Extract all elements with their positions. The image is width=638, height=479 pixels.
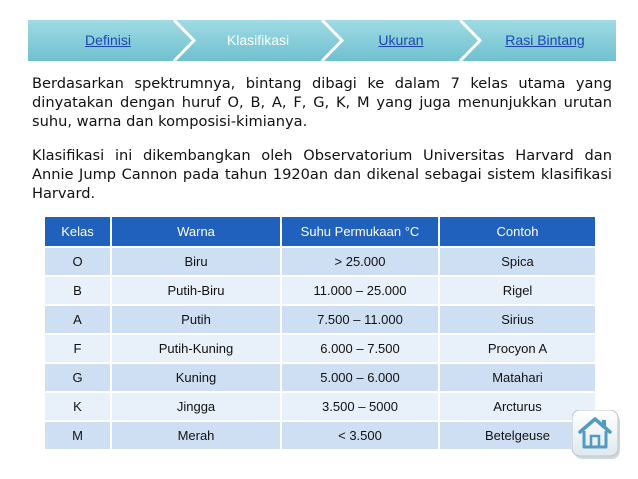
cell-kelas: F xyxy=(45,334,111,363)
nav-item-rasi-bintang[interactable]: Rasi Bintang xyxy=(505,32,585,48)
cell-kelas: M xyxy=(45,421,111,450)
table-row xyxy=(45,421,595,450)
cell-warna: Putih-Biru xyxy=(111,276,281,305)
cell-contoh: Sirius xyxy=(439,305,595,334)
cell-kelas: A xyxy=(45,305,111,334)
table-row xyxy=(45,392,595,421)
cell-kelas: G xyxy=(45,363,111,392)
cell-suhu: > 25.000 xyxy=(281,247,439,276)
cell-contoh: Matahari xyxy=(439,363,595,392)
table-header-row xyxy=(45,217,595,247)
chevron-nav xyxy=(28,20,616,61)
paragraph-harvard: Klasifikasi ini dikembangkan oleh Observatorium Universitas Harvard dan Annie Jump Cannon pada tahun 1920an dan dikenal sebagai sistem klasifikasi Harvard. xyxy=(32,147,612,202)
cell-kelas: B xyxy=(45,276,111,305)
cell-kelas: O xyxy=(45,247,111,276)
header-contoh: Contoh xyxy=(439,217,595,247)
cell-contoh: Rigel xyxy=(439,276,595,305)
table-row xyxy=(45,276,595,305)
header-suhu: Suhu Permukaan °C xyxy=(281,217,439,247)
cell-kelas: K xyxy=(45,392,111,421)
table-row xyxy=(45,247,595,276)
cell-warna: Jingga xyxy=(111,392,281,421)
paragraph-spectrum: Berdasarkan spektrumnya, bintang dibagi ke dalam 7 kelas utama yang dinyatakan dengan huruf O, B, A, F, G, K, M yang juga menunjukkan urutan suhu, warna dan komposisi-kimianya. xyxy=(32,75,612,130)
cell-warna: Merah xyxy=(111,421,281,450)
cell-contoh: Arcturus xyxy=(439,392,595,421)
home-button[interactable] xyxy=(572,410,622,462)
table-row xyxy=(45,334,595,363)
cell-warna: Putih xyxy=(111,305,281,334)
nav-item-klasifikasi[interactable]: Klasifikasi xyxy=(226,32,290,48)
cell-warna: Kuning xyxy=(111,363,281,392)
cell-suhu: 7.500 – 11.000 xyxy=(281,305,439,334)
cell-suhu: < 3.500 xyxy=(281,421,439,450)
nav-item-definisi[interactable]: Definisi xyxy=(85,32,131,48)
cell-suhu: 5.000 – 6.000 xyxy=(281,363,439,392)
cell-contoh: Spica xyxy=(439,247,595,276)
table-row xyxy=(45,363,595,392)
nav-item-ukuran[interactable]: Ukuran xyxy=(378,32,424,48)
cell-suhu: 6.000 – 7.500 xyxy=(281,334,439,363)
cell-warna: Biru xyxy=(111,247,281,276)
home-icon xyxy=(572,410,622,462)
cell-suhu: 3.500 – 5000 xyxy=(281,392,439,421)
table-row xyxy=(45,305,595,334)
cell-suhu: 11.000 – 25.000 xyxy=(281,276,439,305)
cell-contoh: Betelgeuse xyxy=(439,421,595,450)
header-kelas: Kelas xyxy=(45,217,111,247)
header-warna: Warna xyxy=(111,217,281,247)
cell-warna: Putih-Kuning xyxy=(111,334,281,363)
classification-table xyxy=(45,217,595,451)
cell-contoh: Procyon A xyxy=(439,334,595,363)
